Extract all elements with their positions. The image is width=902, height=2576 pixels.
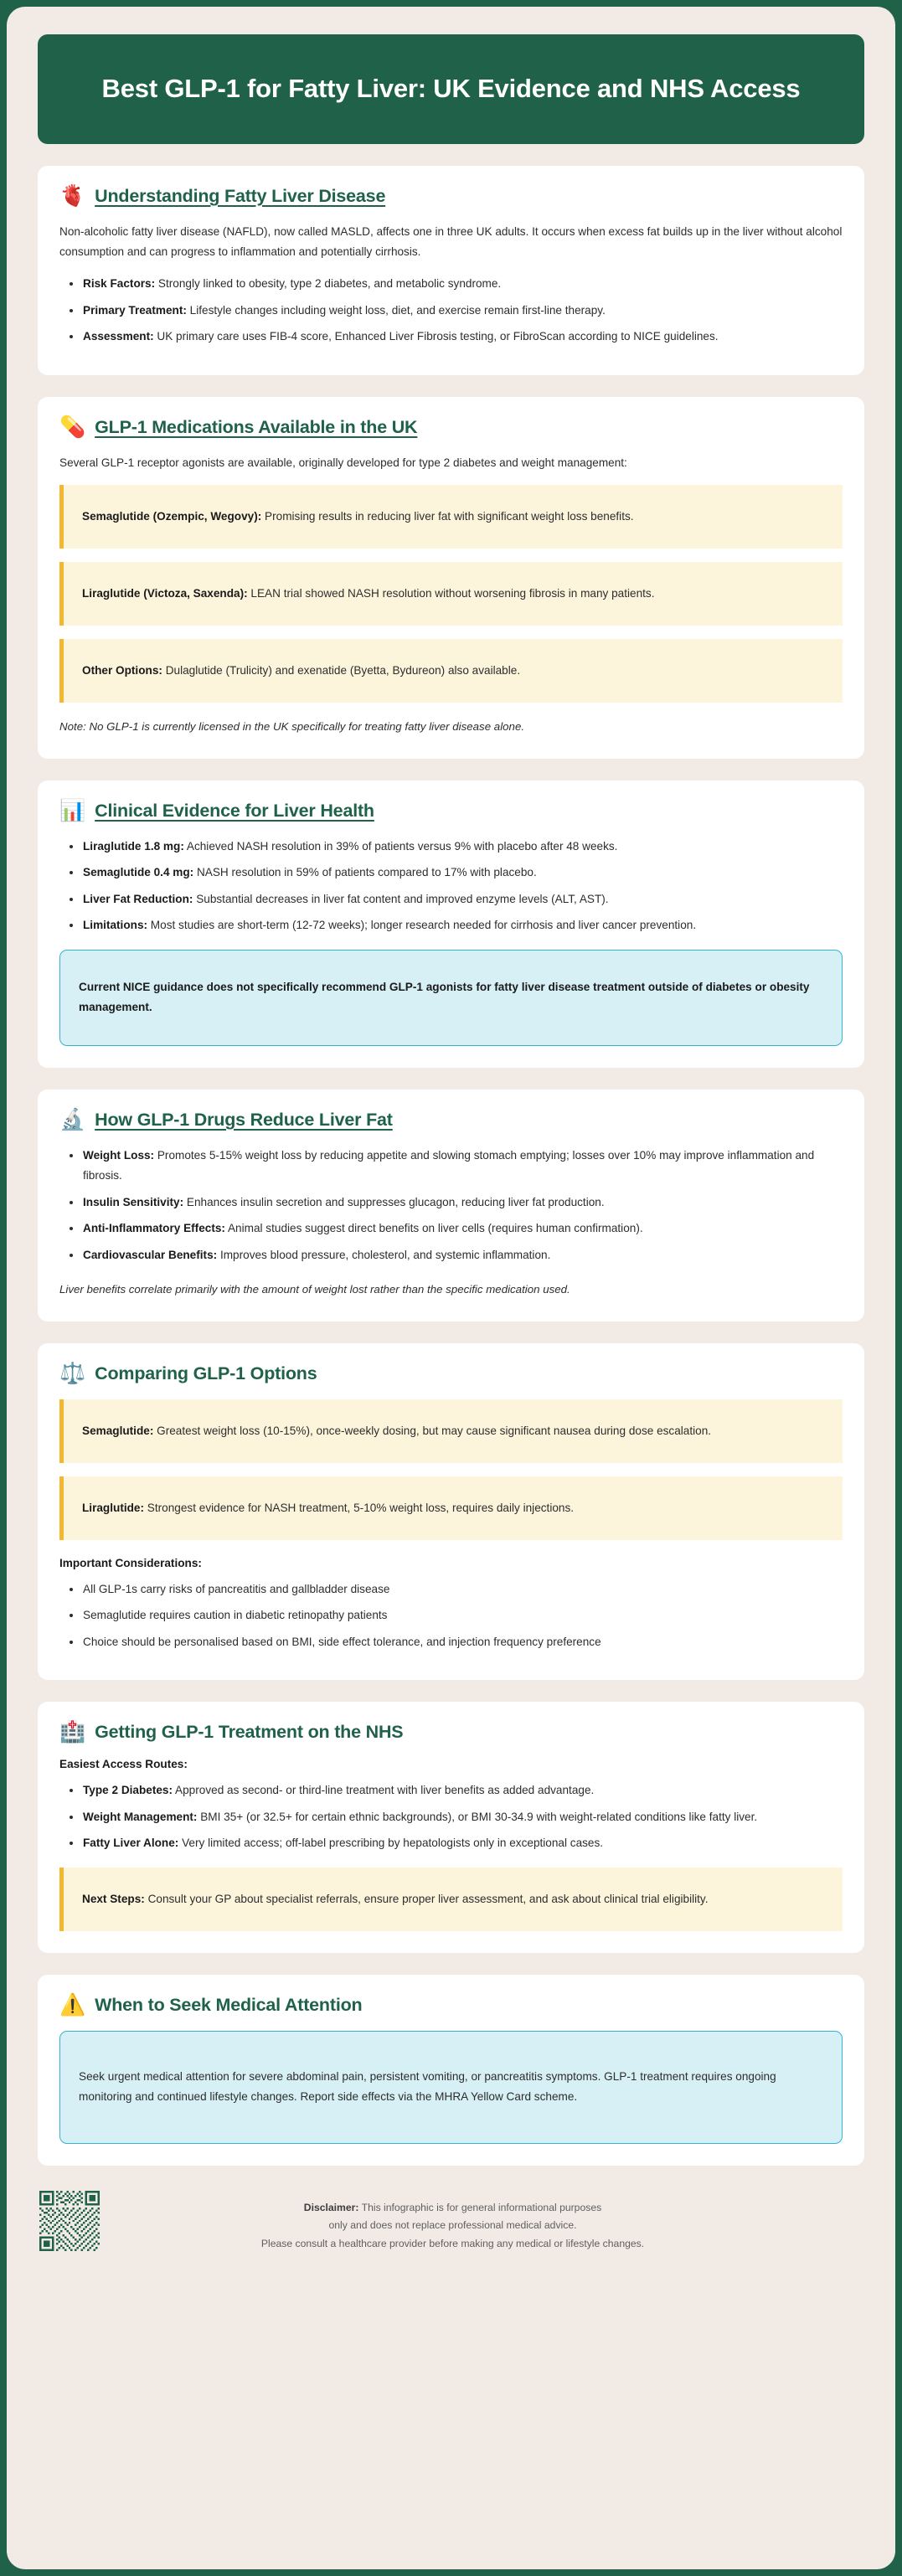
disclaimer-line-2: only and does not replace professional medical advice. bbox=[328, 2219, 577, 2232]
list-item bbox=[59, 1245, 843, 1265]
section-title: Comparing GLP-1 Options bbox=[95, 1363, 317, 1383]
section-header bbox=[59, 798, 843, 822]
list-item: Semaglutide requires caution in diabetic retinopathy patients bbox=[59, 1605, 843, 1625]
hospital-icon: 🏥 bbox=[59, 1720, 86, 1744]
bullet-list bbox=[59, 1780, 843, 1853]
balance-scale-icon: ⚖️ bbox=[59, 1361, 86, 1385]
list-item bbox=[59, 837, 843, 857]
bullet-label: Semaglutide 0.4 mg: bbox=[83, 866, 194, 879]
highlight-block bbox=[59, 1399, 843, 1463]
highlight-label: Semaglutide (Ozempic, Wegovy): bbox=[82, 509, 262, 523]
subheading-important-considerations: Important Considerations: bbox=[59, 1557, 202, 1569]
bullet-label: Type 2 Diabetes: bbox=[83, 1784, 173, 1797]
highlight-block bbox=[59, 485, 843, 549]
section-title: Getting GLP-1 Treatment on the NHS bbox=[95, 1722, 404, 1743]
bullet-text: Lifestyle changes including weight loss, diet, and exercise remain first-line therapy. bbox=[186, 303, 606, 317]
list-item bbox=[59, 1218, 843, 1239]
section-intro: Several GLP-1 receptor agonists are available, originally developed for type 2 diabetes and weight management: bbox=[59, 456, 627, 469]
bullet-text: UK primary care uses FIB-4 score, Enhanced Liver Fibrosis testing, or FibroScan according to NICE guidelines. bbox=[153, 330, 719, 343]
qr-code[interactable] bbox=[39, 2191, 100, 2251]
highlight-block bbox=[59, 562, 843, 626]
bullet-label: Assessment: bbox=[83, 330, 154, 343]
section-header bbox=[59, 183, 843, 208]
section-when-to-seek-medical-attention bbox=[38, 1975, 864, 2166]
bullet-text: BMI 35+ (or 32.5+ for certain ethnic backgrounds), or BMI 30-34.9 with weight-related conditions like fatty liver. bbox=[197, 1810, 758, 1823]
bullet-text: Promotes 5-15% weight loss by reducing appetite and slowing stomach emptying; losses over 10% may improve inflammation and fibrosis. bbox=[83, 1148, 815, 1182]
list-item: Choice should be personalised based on BMI, side effect tolerance, and injection frequency preference bbox=[59, 1632, 843, 1652]
section-note: Note: No GLP-1 is currently licensed in the UK specifically for treating fatty liver disease alone. bbox=[59, 720, 525, 734]
list-item bbox=[59, 1193, 843, 1213]
bullet-label: Limitations: bbox=[83, 919, 148, 932]
page-title: Best GLP-1 for Fatty Liver: UK Evidence and NHS Access bbox=[101, 74, 801, 103]
highlight-label: Other Options: bbox=[82, 664, 162, 677]
section-how-glp1-reduce-liver-fat bbox=[38, 1090, 864, 1321]
list-item bbox=[59, 889, 843, 909]
info-callout-urgent-care: Seek urgent medical attention for severe abdominal pain, persistent vomiting, or pancreatitis symptoms. GLP-1 treatment requires ongoing monitoring and continued lifestyle changes. Report side effects via the MHRA Yellow Card scheme. bbox=[59, 2031, 843, 2144]
list-item bbox=[59, 327, 843, 347]
bullet-label: Weight Loss: bbox=[83, 1148, 155, 1162]
bullet-text: Strongly linked to obesity, type 2 diabetes, and metabolic syndrome. bbox=[155, 277, 502, 291]
section-glp1-medications-available-uk bbox=[38, 397, 864, 759]
highlight-text: Strongest evidence for NASH treatment, 5-10% weight loss, requires daily injections. bbox=[144, 1501, 575, 1514]
bullet-list bbox=[59, 837, 843, 936]
list-item bbox=[59, 1807, 843, 1827]
list-item bbox=[59, 863, 843, 883]
bullet-label: Weight Management: bbox=[83, 1810, 198, 1823]
section-header bbox=[59, 1363, 843, 1384]
list-item bbox=[59, 915, 843, 935]
disclaimer-line-1: Disclaimer: This infographic is for general informational purposes bbox=[303, 2201, 602, 2213]
bullet-label: Risk Factors: bbox=[83, 277, 156, 291]
highlight-block bbox=[59, 1476, 843, 1540]
section-title: Clinical Evidence for Liver Health bbox=[95, 800, 374, 821]
bullet-list bbox=[59, 1146, 843, 1265]
bar-chart-icon: 📊 bbox=[59, 798, 86, 822]
section-comparing-glp1-options bbox=[38, 1343, 864, 1681]
bullet-text: Improves blood pressure, cholesterol, and systemic inflammation. bbox=[217, 1248, 551, 1261]
bullet-label: Cardiovascular Benefits: bbox=[83, 1248, 218, 1261]
info-callout-nice-guidance: Current NICE guidance does not specifically recommend GLP-1 agonists for fatty liver disease treatment outside of diabetes or obesity management. bbox=[59, 950, 843, 1046]
bullet-label: Primary Treatment: bbox=[83, 303, 187, 317]
section-title: GLP-1 Medications Available in the UK bbox=[95, 416, 418, 437]
highlight-block-next-steps bbox=[59, 1868, 843, 1931]
bullet-list bbox=[59, 1579, 843, 1652]
list-item: All GLP-1s carry risks of pancreatitis and gallbladder disease bbox=[59, 1579, 843, 1600]
bullet-text: Most studies are short-term (12-72 weeks); longer research needed for cirrhosis and liver cancer prevention. bbox=[147, 919, 697, 932]
highlight-text: Dulaglutide (Trulicity) and exenatide (Byetta, Bydureon) also available. bbox=[162, 664, 521, 677]
section-header bbox=[59, 417, 843, 438]
microscope-icon: 🔬 bbox=[59, 1107, 86, 1131]
section-clinical-evidence-liver-health bbox=[38, 781, 864, 1068]
list-item bbox=[59, 1833, 843, 1853]
bullet-text: Approved as second- or third-line treatment with liver benefits as added advantage. bbox=[173, 1784, 595, 1797]
highlight-text: LEAN trial showed NASH resolution without worsening fibrosis in many patients. bbox=[247, 586, 655, 600]
highlight-block bbox=[59, 639, 843, 703]
bullet-text: Achieved NASH resolution in 39% of patients versus 9% with placebo after 48 weeks. bbox=[183, 839, 618, 853]
section-getting-glp1-on-nhs bbox=[38, 1702, 864, 1953]
highlight-label: Liraglutide (Victoza, Saxenda): bbox=[82, 586, 248, 600]
section-header bbox=[59, 1995, 843, 2016]
bullet-label: Fatty Liver Alone: bbox=[83, 1837, 179, 1850]
bullet-text: Very limited access; off-label prescribing by hepatologists only in exceptional cases. bbox=[178, 1837, 604, 1850]
highlight-label: Liraglutide: bbox=[82, 1501, 145, 1514]
header-banner bbox=[38, 34, 864, 144]
warning-icon: ⚠️ bbox=[59, 1993, 86, 2017]
pill-icon: 💊 bbox=[59, 415, 86, 439]
list-item bbox=[59, 301, 843, 321]
section-understanding-fatty-liver-disease bbox=[38, 166, 864, 375]
section-note: Liver benefits correlate primarily with the amount of weight lost rather than the specific medication used. bbox=[59, 1283, 570, 1296]
bullet-label: Liver Fat Reduction: bbox=[83, 892, 193, 905]
section-title: How GLP-1 Drugs Reduce Liver Fat bbox=[95, 1109, 393, 1130]
bullet-text: Enhances insulin secretion and suppresses glucagon, reducing liver fat production. bbox=[183, 1195, 605, 1208]
list-item bbox=[59, 1146, 843, 1187]
bullet-text: NASH resolution in 59% of patients compared to 17% with placebo. bbox=[193, 866, 537, 879]
section-intro: Non-alcoholic fatty liver disease (NAFLD), now called MASLD, affects one in three UK adults. It occurs when excess fat builds up in the liver without alcohol consumption and can progress to inflammation and potentially cirrhosis. bbox=[59, 224, 843, 258]
bullet-label: Liraglutide 1.8 mg: bbox=[83, 839, 184, 853]
bullet-label: Insulin Sensitivity: bbox=[83, 1195, 184, 1208]
bullet-text: Animal studies suggest direct benefits on liver cells (requires human confirmation). bbox=[224, 1222, 643, 1235]
disclaimer-line-3: Please consult a healthcare provider before making any medical or lifestyle changes. bbox=[260, 2237, 645, 2249]
highlight-text: Greatest weight loss (10-15%), once-weekly dosing, but may cause significant nausea during dose escalation. bbox=[153, 1424, 712, 1437]
subheading-easiest-access-routes: Easiest Access Routes: bbox=[59, 1758, 188, 1771]
highlight-text: Promising results in reducing liver fat with significant weight loss benefits. bbox=[261, 509, 634, 523]
section-header bbox=[59, 1107, 843, 1131]
disclaimer-label: Disclaimer: bbox=[303, 2201, 359, 2213]
anatomical-heart-icon: 🫀 bbox=[59, 183, 86, 208]
disclaimer-text bbox=[100, 2191, 864, 2253]
highlight-text: Consult your GP about specialist referrals, ensure proper liver assessment, and ask about clinical trial eligibility. bbox=[144, 1892, 709, 1905]
section-title: Understanding Fatty Liver Disease bbox=[95, 185, 386, 206]
section-title: When to Seek Medical Attention bbox=[95, 1995, 363, 2015]
bullet-label: Anti-Inflammatory Effects: bbox=[83, 1222, 225, 1235]
highlight-label: Next Steps: bbox=[82, 1892, 145, 1905]
infographic-page bbox=[7, 7, 895, 2569]
footer bbox=[38, 2191, 864, 2261]
highlight-label: Semaglutide: bbox=[82, 1424, 154, 1437]
list-item bbox=[59, 274, 843, 294]
bullet-text: Substantial decreases in liver fat content and improved enzyme levels (ALT, AST). bbox=[193, 892, 609, 905]
list-item bbox=[59, 1780, 843, 1801]
bullet-list bbox=[59, 274, 843, 347]
section-header bbox=[59, 1722, 843, 1743]
